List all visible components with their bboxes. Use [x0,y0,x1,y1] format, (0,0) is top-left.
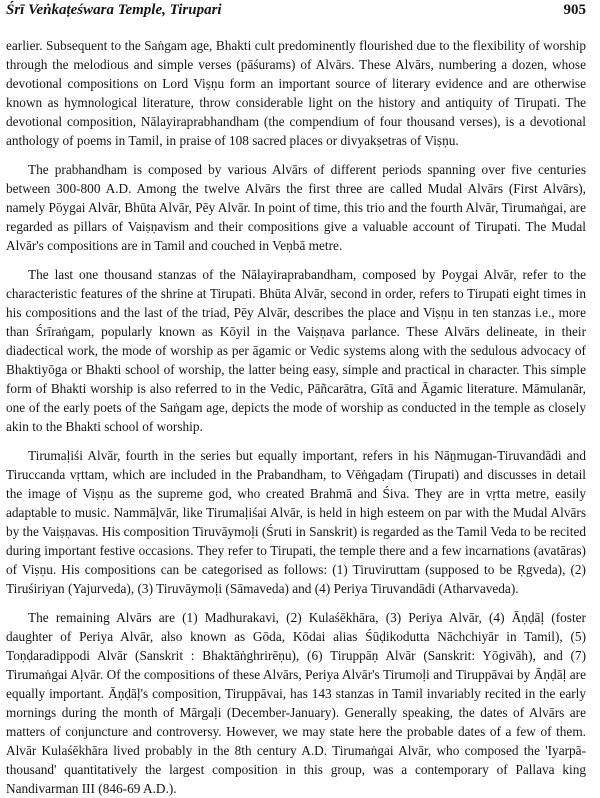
page-header [6,0,586,30]
paragraph-tirumalisi-alvar: Tirumaḷiśi Alvār, fourth in the series but equally important, refers in his Nāṉmugan-Tiruvandādi and Tiruccanda vṛttam, which are included in the Prabandham, to Vēṅgaḍam (Tirupati) and discusses in detail the image of Viṣṇu as the supreme god, who created Brahmā and Śiva. They are in vṛtta metre, easily adaptable to music. Nammāḷvār, like Tirumaḷiśai Alvār, is held in high esteem on par with the Mudal Alvārs by the Vaiṣṇavas. His composition Tiruvāymoḷi (Śruti in Sanskrit) is regarded as the Tamil Veda to be recited during important festive occasions. They refer to Tirupati, the temple there and a few incarnations (avatāras) of Viṣṇu. His compositions can be categorised as follows: (1) Tiruviruttam (supposed to be Ṛgveda), (2) Tiruśiriyan (Yajurveda), (3) Tiruvāymoḷi (Sāmaveda) and (4) Periya Tiruvandādi (Atharvaveda). [6,448,586,596]
paragraph-continuation: earlier. Subsequent to the Saṅgam age, Bhakti cult predominently flourished due to the flexibility of worship through the melodious and simple verses (pāśurams) of Alvārs. These Alvārs, numbering a dozen, whose devotional compositions on Lord Viṣṇu form an important source of literary evidence and are otherwise known as hymnological literature, throw considerable light on the history and antiquity of Tirupati. The devotional composition, Nālayiraprabhandham (the compendium of four thousand verses), is a devotional anthology of poems in Tamil, in praise of 108 sacred places or divyakṣetras of Viṣṇu. [6,38,586,148]
paragraph-last-thousand-stanzas: The last one thousand stanzas of the Nālayiraprabandham, composed by Poygai Alvār, refer to the characteristic features of the shrine at Tirupati. Bhūta Alvār, second in order, refers to Tirupati eight times in his compositions and the last of the triad, Pēy Alvār, describes the place and Viṣṇu in ten stanzas i.e., more than Śrīraṅgam, popularly known as Kōyil in the Vaiṣṇava parlance. These Alvārs delineate, in their diadectical work, the mode of worship as per āgamic or Vedic systems along with the sedulous advocacy of Bhaktiyōga or Bhakti school of worship, the latter being easy, simple and practical in character. This simple form of Bhakti worship is also referred to in the Vedic, Pāñcarātra, Gītā and Āgamic literature. Māmulanār, one of the early poets of the Saṅgam age, depicts the mode of worship as conducted in the temple as closely akin to the Bhakti school of worship. [6,267,586,434]
paragraph-prabhandham: The prabhandham is composed by various Alvārs of different periods spanning over five centuries between 300-800 A.D. Among the twelve Alvārs the first three are called Mudal Alvārs (First Alvārs), namely Pōygai Alvār, Bhūta Alvār, Pēy Alvār. In point of time, this trio and the fourth Alvār, Tirumaṅgai, are regarded as pillars of Vaiṣṇavism and their compositions give a valuable account of Tirupati. The Mudal Alvār's compositions are in Tamil and couched in Veṇbā metre. [6,162,586,253]
running-title: Śrī Veṅkaṭeśwara Temple, Tirupari [6,2,222,18]
paragraph-remaining-alvars: The remaining Alvārs are (1) Madhurakavi, (2) Kulaśēkhāra, (3) Periya Alvār, (4) Āṇḍāḷ (foster daughter of Periya Alvār, also known as Gōda, Kōdai alias Śūḍikodutta Nāchchiyār in Tamil), (5) Toṇḍaradippodi Alvār (Sanskrit : Bhaktāṅghrirēṇu), (6) Tiruppāṇ Alvār (Sanskrit: Yōgivāh), and (7) Tirumaṅgai Aḷvār. Of the compositions of these Alvārs, Periya Alvār's Tirumoḷi and Tiruppāvai by Āṇḍāḷ are equally important. Āṇḍāḷ's composition, Tiruppāvai, has 143 stanzas in Tamil invariably recited in the early mornings during the month of Mārgaḷi (December-January). Generally speaking, the dates of Alvārs are matters of conjuncture and controversy. However, we may state here the probable dates of a few of them. Alvār Kulaśēkhāra lived probably in the 8th century A.D. Tirumaṅgai Alvār, who composed the 'Iyarpā-thousand' quantitatively the largest composition in this group, was a contemporary of Pallava king Nandivarman III (846-69 A.D.). [6,610,586,796]
page-number: 905 [563,2,586,18]
